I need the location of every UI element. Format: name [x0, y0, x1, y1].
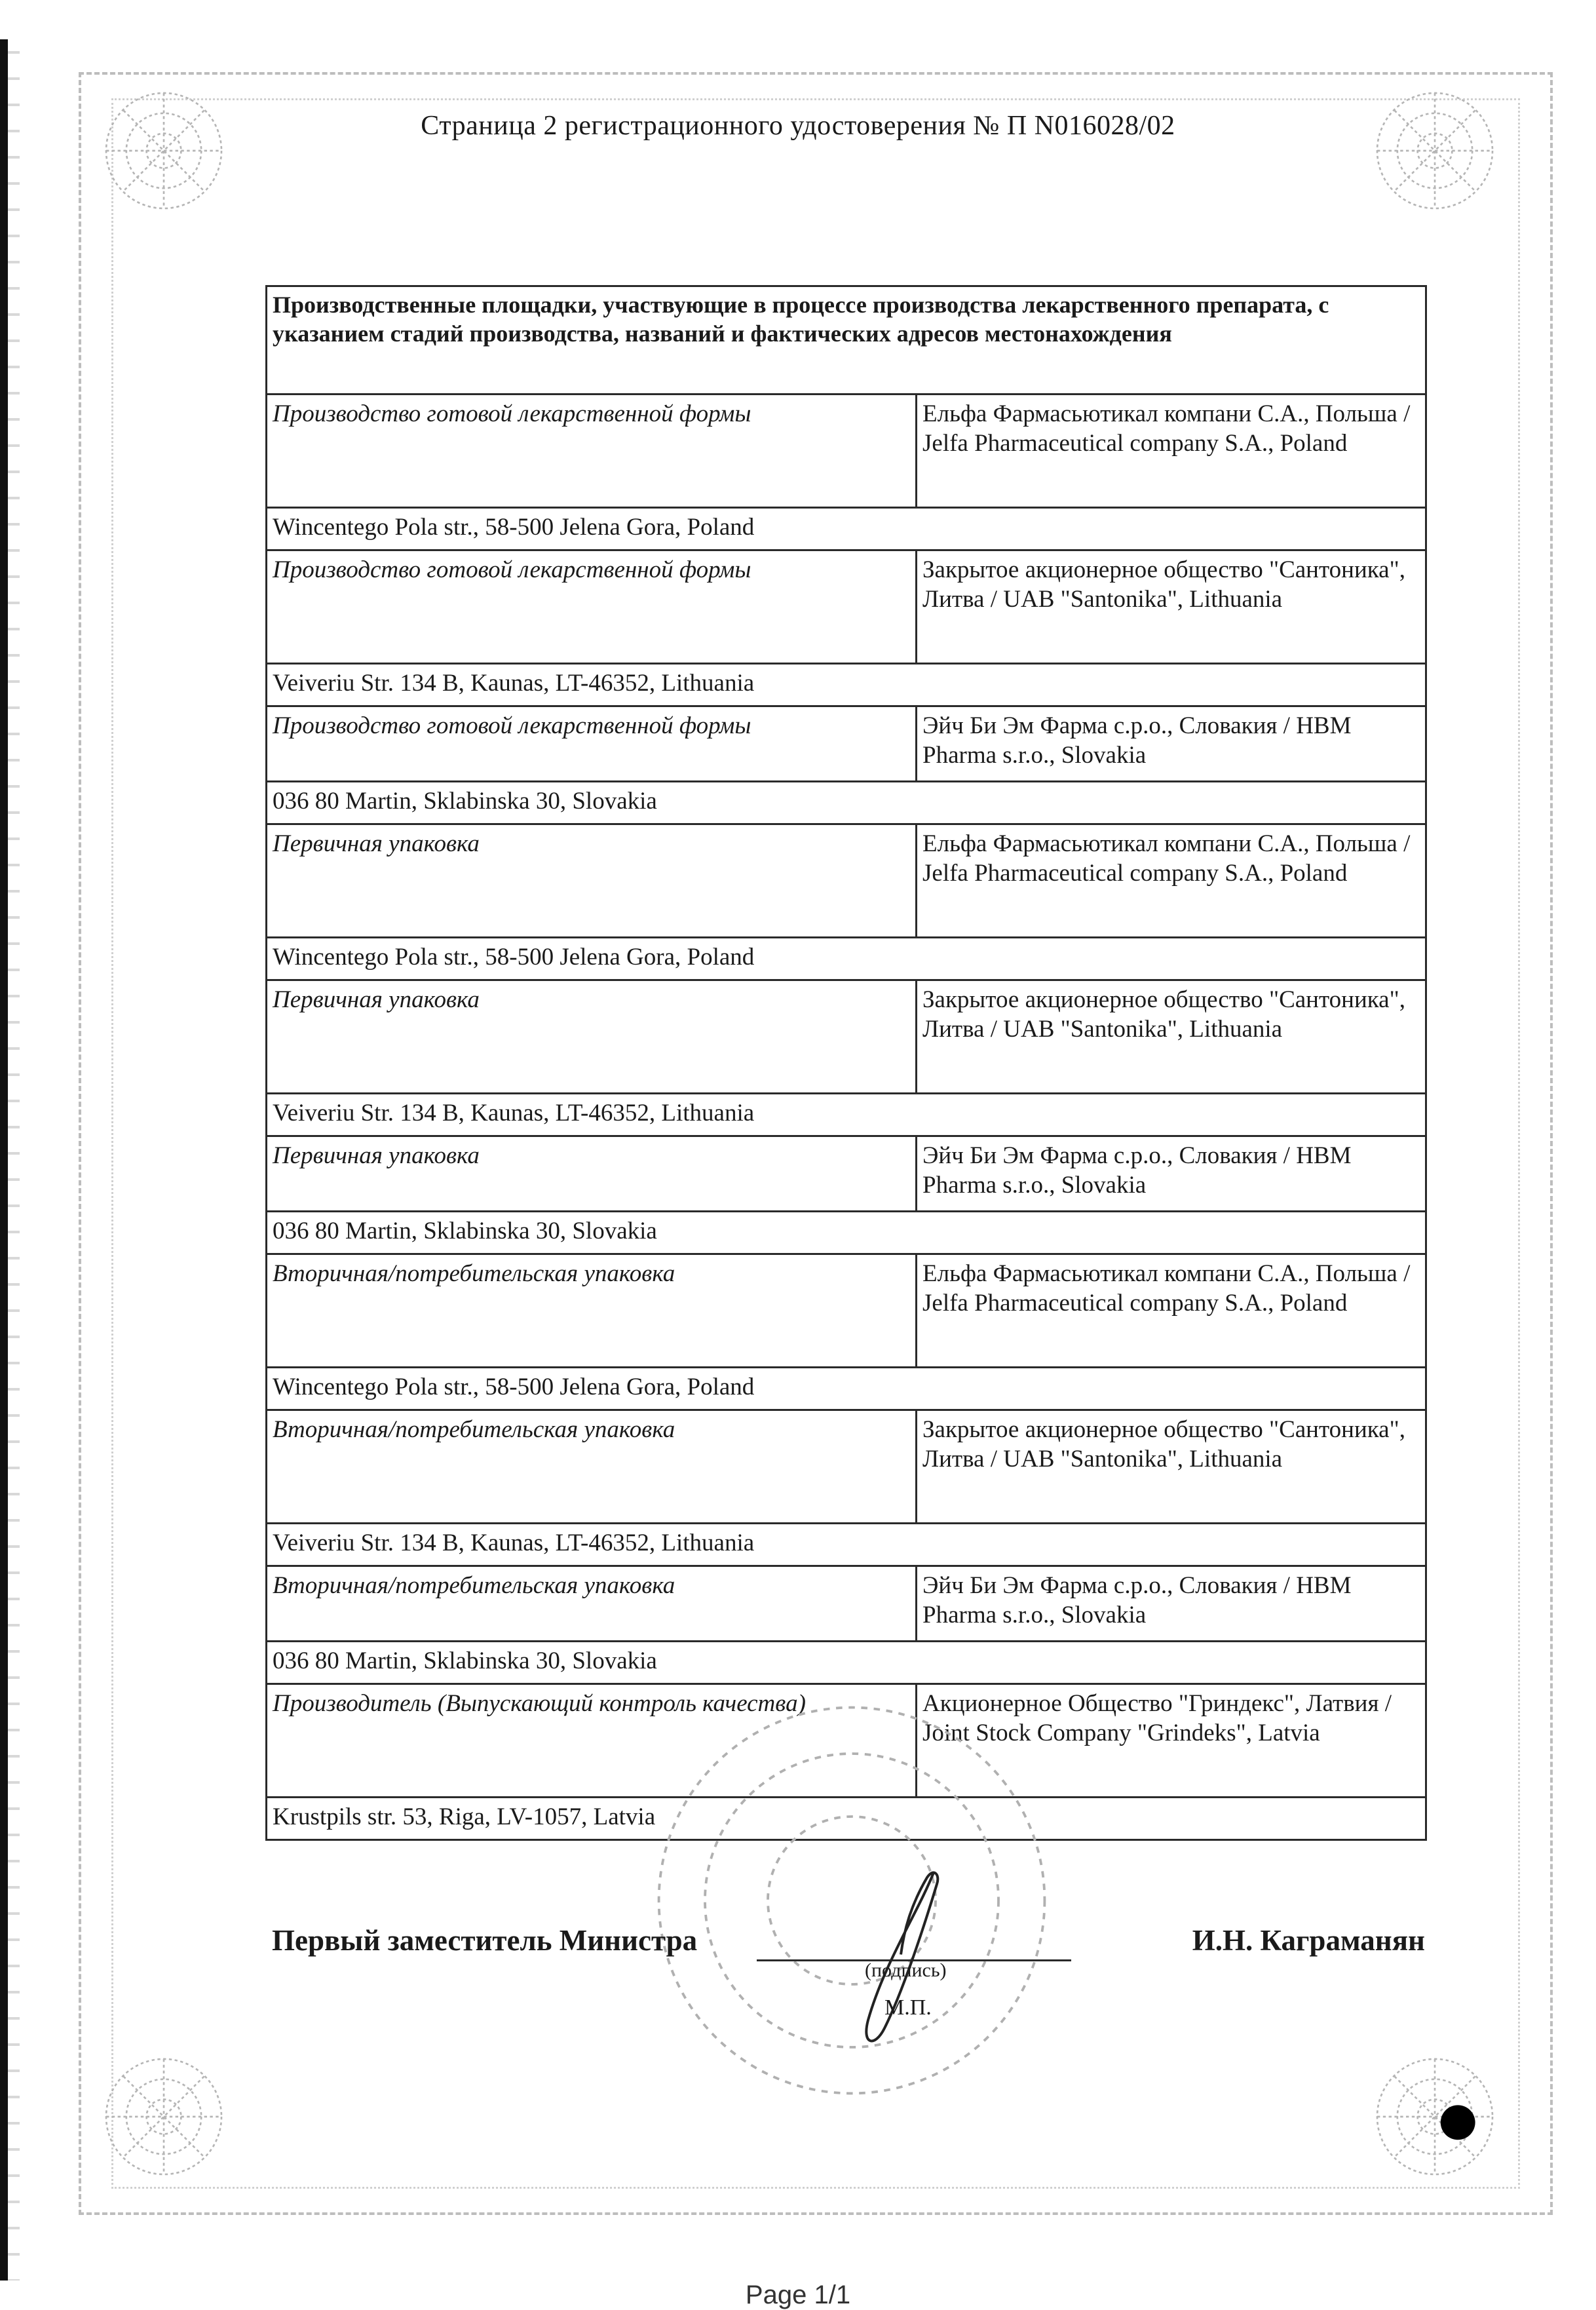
production-stage: Производство готовой лекарственной формы [267, 395, 917, 508]
address-row [267, 782, 1426, 824]
page-footer: Page 1/1 [745, 2281, 851, 2309]
site-address: Wincentego Pola str., 58-500 Jelena Gora, Poland [267, 938, 1426, 980]
address-row [267, 1212, 1426, 1254]
production-stage: Производство готовой лекарственной формы [267, 706, 917, 782]
page-title: Страница 2 регистрационного удостоверения № П N016028/02 [421, 111, 1175, 141]
rosette-icon [1363, 2045, 1507, 2189]
rosette-icon [92, 2045, 236, 2189]
company-name: Эйч Би Эм Фарма с.р.о., Словакия / HBM Pharma s.r.o., Slovakia [917, 706, 1426, 782]
company-name: Эйч Би Эм Фарма с.р.о., Словакия / HBM Pharma s.r.o., Slovakia [917, 1136, 1426, 1212]
address-row [267, 508, 1426, 550]
table-row [267, 706, 1426, 782]
address-row [267, 1368, 1426, 1410]
company-name: Ельфа Фармасьютикал компани С.А., Польша / Jelfa Pharmaceutical company S.A., Poland [917, 824, 1426, 938]
table-row [267, 550, 1426, 664]
production-stage: Вторичная/потребительская упаковка [267, 1566, 917, 1642]
address-row [267, 1642, 1426, 1684]
table-row [267, 1410, 1426, 1524]
table-header-row [267, 286, 1426, 395]
production-stage: Первичная упаковка [267, 1136, 917, 1212]
company-name: Эйч Би Эм Фарма с.р.о., Словакия / HBM Pharma s.r.o., Slovakia [917, 1566, 1426, 1642]
table-header: Производственные площадки, участвующие в процессе производства лекарственного препарата, с указанием стадий производства, названий и фактических адресов местонахождения [267, 286, 1426, 395]
table-row [267, 1254, 1426, 1368]
site-address: 036 80 Martin, Sklabinska 30, Slovakia [267, 1212, 1426, 1254]
table-row [267, 980, 1426, 1094]
table-row [267, 395, 1426, 508]
scan-edge [0, 39, 20, 2281]
site-address: Krustpils str. 53, Riga, LV-1057, Latvia [267, 1798, 1426, 1840]
table-row [267, 1566, 1426, 1642]
production-stage: Первичная упаковка [267, 980, 917, 1094]
company-name: Закрытое акционерное общество "Сантоника", Литва / UAB "Santonika", Lithuania [917, 980, 1426, 1094]
seal-label: М.П. [884, 1995, 932, 2020]
signatory-position: Первый заместитель Министра [272, 1924, 698, 1957]
address-row [267, 664, 1426, 706]
production-stage: Вторичная/потребительская упаковка [267, 1254, 917, 1368]
signatory-name: И.Н. Каграманян [1192, 1924, 1425, 1957]
site-address: Wincentego Pola str., 58-500 Jelena Gora, Poland [267, 1368, 1426, 1410]
address-row [267, 1524, 1426, 1566]
company-name: Ельфа Фармасьютикал компани С.А., Польша / Jelfa Pharmaceutical company S.A., Poland [917, 395, 1426, 508]
site-address: Veiveriu Str. 134 B, Kaunas, LT-46352, Lithuania [267, 1524, 1426, 1566]
production-stage: Вторичная/потребительская упаковка [267, 1410, 917, 1524]
production-stage: Производство готовой лекарственной формы [267, 550, 917, 664]
manufacturing-sites-table [265, 285, 1427, 1841]
signature-caption: (подпись) [865, 1959, 947, 1981]
rosette-icon [92, 79, 236, 223]
production-stage: Первичная упаковка [267, 824, 917, 938]
company-name: Закрытое акционерное общество "Сантоника", Литва / UAB "Santonika", Lithuania [917, 1410, 1426, 1524]
signature-block [272, 1904, 1425, 2061]
site-address: Veiveriu Str. 134 B, Kaunas, LT-46352, Lithuania [267, 664, 1426, 706]
site-address: Wincentego Pola str., 58-500 Jelena Gora, Poland [267, 508, 1426, 550]
site-address: 036 80 Martin, Sklabinska 30, Slovakia [267, 782, 1426, 824]
address-row [267, 938, 1426, 980]
production-stage: Производитель (Выпускающий контроль качества) [267, 1684, 917, 1798]
company-name: Акционерное Общество "Гриндекс", Латвия / Joint Stock Company "Grindeks", Latvia [917, 1684, 1426, 1798]
company-name: Ельфа Фармасьютикал компани С.А., Польша / Jelfa Pharmaceutical company S.A., Poland [917, 1254, 1426, 1368]
company-name: Закрытое акционерное общество "Сантоника", Литва / UAB "Santonika", Lithuania [917, 550, 1426, 664]
table-row [267, 1136, 1426, 1212]
address-row [267, 1094, 1426, 1136]
site-address: Veiveriu Str. 134 B, Kaunas, LT-46352, Lithuania [267, 1094, 1426, 1136]
table-row [267, 824, 1426, 938]
site-address: 036 80 Martin, Sklabinska 30, Slovakia [267, 1642, 1426, 1684]
rosette-icon [1363, 79, 1507, 223]
